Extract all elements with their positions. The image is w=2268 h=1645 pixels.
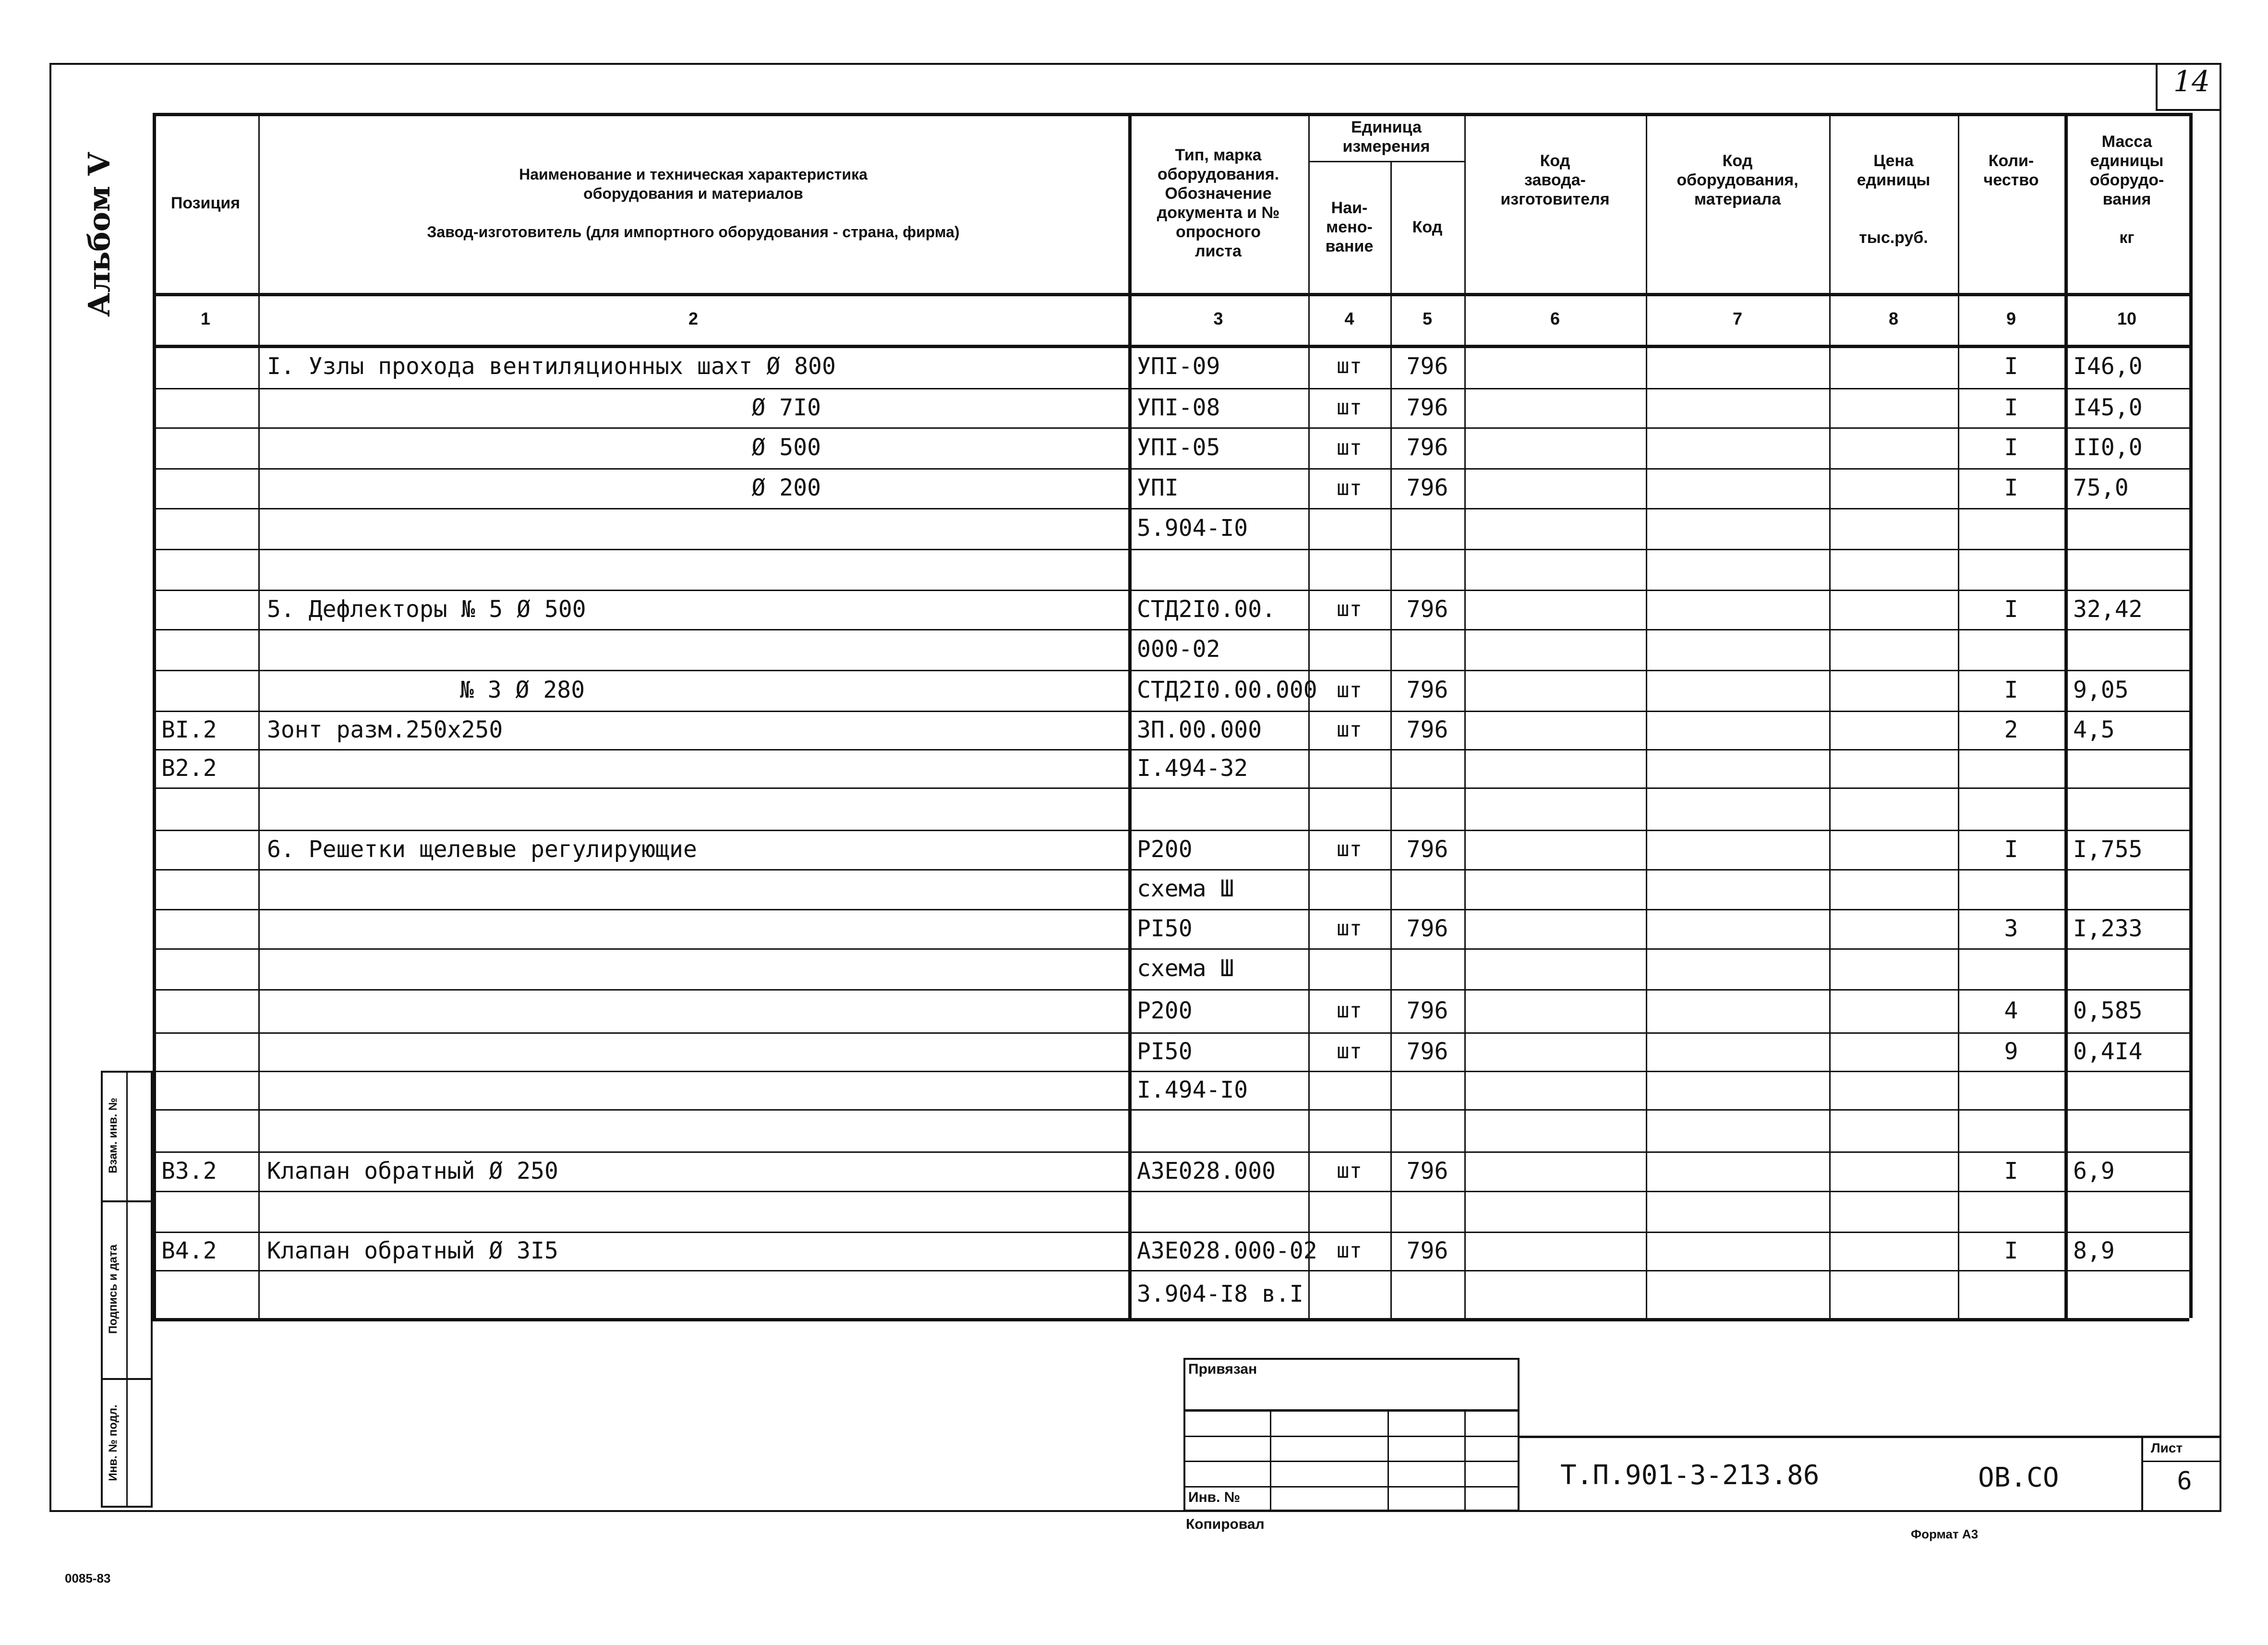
cell-unit [1308,1270,1390,1318]
header-name: Наименование и техническая характеристика оборудования и материалов Завод-изготовитель (для импортного оборудования - страна, фирма) [427,165,960,241]
header-equipment-code: Код оборудования, материала [1677,152,1798,208]
cell-type: I.494-I0 [1137,1077,1248,1103]
column-number: 8 [1888,309,1899,328]
column-number: 1 [200,309,211,328]
cell-pos [153,427,258,468]
cell-code: 796 [1406,394,1448,421]
cell-pos [153,869,258,909]
column-number: 9 [2006,309,2016,328]
cell-name [258,1032,1128,1071]
page-number: 14 [2173,65,2210,98]
cell-mass: 9,05 [2073,677,2129,703]
cell-code: 796 [1406,997,1448,1024]
cell-name: Зонт разм.250х250 [267,716,503,743]
cell-unit: шт [1337,1039,1362,1064]
cell-type [1128,787,1308,830]
cell-type: СТД2I0.00.000 [1137,677,1317,703]
cell-unit [1308,787,1390,830]
cell-qty [1958,1071,2064,1109]
side-stamp-divider [126,1071,128,1508]
column-number: 7 [1732,309,1743,328]
cell-code: 796 [1406,677,1448,703]
cell-code [1390,549,1464,590]
cell-name: 6. Решетки щелевые регулирующие [267,836,697,863]
cell-qty: I [2004,353,2018,380]
cell-name [258,1191,1128,1232]
cell-pos: B3.2 [161,1158,217,1185]
header-position: Позиция [170,194,241,212]
cell-type [1128,1109,1308,1151]
cell-pos [153,1109,258,1151]
header-unit-price: Цена единицы тыс.руб. [1857,152,1930,247]
cell-unit [1308,948,1390,989]
cell-type: УПI-09 [1137,353,1220,380]
column-number: 5 [1422,309,1433,328]
cell-type [1128,1191,1308,1232]
cell-mass [2064,787,2189,830]
cell-type: I.494-32 [1137,755,1248,782]
cell-name [258,1071,1128,1109]
cell-type: P200 [1137,836,1193,863]
cell-code: 796 [1406,836,1448,863]
cell-qty: I [2004,596,2018,623]
cell-mass [2064,1191,2189,1232]
cell-pos [153,590,258,629]
document-code: Т.П.901-3-213.86 [1560,1460,1820,1491]
stamp-line [1464,1409,1466,1512]
cell-code [1390,1109,1464,1151]
stamp-line [1270,1409,1271,1512]
cell-unit [1308,1071,1390,1109]
cell-unit [1308,749,1390,787]
cell-qty [1958,549,2064,590]
cell-qty [1958,1109,2064,1151]
cell-unit: шт [1337,476,1362,500]
cell-qty: 4 [2004,997,2018,1024]
cell-type [1128,549,1308,590]
cell-unit: шт [1337,998,1362,1023]
cell-mass [2064,948,2189,989]
cell-mass [2064,1071,2189,1109]
cell-name [258,787,1128,830]
cell-pos [153,787,258,830]
cell-qty: I [2004,677,2018,703]
original-inventory-label: Инв. № подл. [107,1404,120,1481]
cell-pos [153,948,258,989]
cell-name: Ø 500 [751,434,821,461]
cell-pos [153,909,258,948]
column-number: 10 [2117,309,2137,328]
column-number: 4 [1344,309,1354,328]
cell-pos [153,1270,258,1318]
cell-unit: шт [1337,837,1362,861]
cell-mass [2064,629,2189,670]
stamp-line [1183,1461,1520,1462]
cell-mass: 0,585 [2073,997,2143,1024]
cell-pos [153,1191,258,1232]
cell-code [1390,1191,1464,1232]
cell-type: УПI [1137,474,1179,501]
cell-unit [1308,549,1390,590]
cell-pos [153,989,258,1032]
cell-unit: шт [1337,435,1362,460]
cell-unit: шт [1337,395,1362,420]
cell-mass: 32,42 [2073,596,2143,623]
cell-type: 5.904-I0 [1137,515,1248,542]
cell-pos [153,830,258,869]
cell-pos [153,508,258,549]
cell-code [1390,629,1464,670]
title-block-top [1520,1436,2221,1438]
cell-qty [1958,1270,2064,1318]
cell-code: 796 [1406,1038,1448,1065]
cell-name [258,508,1128,549]
cell-code [1390,787,1464,830]
cell-qty: I [2004,434,2018,461]
cell-type: A3E028.000 [1137,1158,1276,1185]
cell-unit: шт [1337,916,1362,941]
cell-code [1390,749,1464,787]
cell-mass: I,233 [2073,915,2143,942]
cell-unit: шт [1337,1238,1362,1263]
cell-pos [153,549,258,590]
cell-name: № 3 Ø 280 [460,677,585,703]
table-right-border [2189,113,2193,1318]
cell-mass: 75,0 [2073,474,2129,501]
binding-label: Привязан [1188,1361,1257,1377]
cell-mass: II0,0 [2073,434,2143,461]
cell-name [258,549,1128,590]
cell-code [1390,869,1464,909]
cell-pos [153,1032,258,1071]
cell-qty: 2 [2004,716,2018,743]
sheet-box-divider [2141,1436,2143,1512]
cell-mass [2064,549,2189,590]
cell-mass: 6,9 [2073,1158,2115,1185]
cell-mass: I46,0 [2073,353,2143,380]
cell-name [258,749,1128,787]
replaced-inventory-label: Взам. инв. № [107,1098,120,1173]
cell-code: 796 [1406,474,1448,501]
cell-name [258,948,1128,989]
cell-code: 796 [1406,915,1448,942]
cell-type: схема Ш [1137,875,1234,902]
cell-name [258,869,1128,909]
header-plant-code: Код завода- изготовителя [1500,152,1610,208]
cell-unit: шт [1337,354,1362,378]
stamp-line [1183,1409,1520,1412]
cell-mass: 0,4I4 [2073,1038,2143,1065]
cell-mass [2064,749,2189,787]
cell-mass [2064,508,2189,549]
cell-type: P200 [1137,997,1193,1024]
cell-type: УПI-05 [1137,434,1220,461]
cell-name [258,629,1128,670]
cell-qty [1958,1191,2064,1232]
cell-name: Клапан обратный Ø 3I5 [267,1237,558,1264]
document-mark: ОВ.СО [1978,1462,2059,1493]
cell-qty: 3 [2004,915,2018,942]
binding-box [1183,1358,1520,1512]
cell-name [258,1109,1128,1151]
sheet-box-divider [2141,1461,2221,1462]
bottom-left-code: 0085-83 [65,1571,111,1585]
header-type: Тип, марка оборудования. Обозначение документа и № опросного листа [1157,145,1280,260]
cell-type: 000-02 [1137,636,1220,663]
cell-pos [153,670,258,711]
cell-type: СТД2I0.00. [1137,596,1276,623]
cell-name: I. Узлы прохода вентиляционных шахт Ø 800 [267,353,836,380]
cell-pos: BI.2 [161,716,217,743]
cell-unit [1308,629,1390,670]
cell-name [258,989,1128,1032]
cell-pos: B4.2 [161,1237,217,1264]
stamp-line [1387,1409,1389,1512]
cell-type: 3П.00.000 [1137,716,1262,743]
cell-unit [1308,1109,1390,1151]
cell-type: схема Ш [1137,955,1234,982]
cell-qty [1958,749,2064,787]
cell-pos: B2.2 [161,755,217,782]
cell-code [1390,508,1464,549]
cell-unit [1308,1191,1390,1232]
cell-qty [1958,948,2064,989]
format-label: Формат А3 [1911,1527,1978,1541]
cell-name: Ø 200 [751,474,821,501]
cell-code [1390,1270,1464,1318]
cell-qty: I [2004,474,2018,501]
column-number: 2 [688,309,699,328]
cell-pos [153,1071,258,1109]
copied-by-label: Копировал [1186,1516,1265,1532]
cell-code: 796 [1406,596,1448,623]
cell-name: Клапан обратный Ø 250 [267,1158,558,1185]
cell-mass [2064,869,2189,909]
cell-name [258,909,1128,948]
cell-mass [2064,1270,2189,1318]
stamp-line [1183,1436,1520,1437]
inventory-number-label: Инв. № [1188,1489,1241,1505]
header-unit-name: Наи- мено- вание [1325,198,1374,255]
cell-name [258,1270,1128,1318]
stamp-line [1183,1486,1520,1488]
cell-mass [2064,1109,2189,1151]
cell-code: 796 [1406,716,1448,743]
cell-code: 796 [1406,353,1448,380]
cell-mass: I45,0 [2073,394,2143,421]
cell-mass: I,755 [2073,836,2143,863]
cell-code: 796 [1406,1237,1448,1264]
cell-qty: I [2004,1158,2018,1185]
cell-qty: I [2004,836,2018,863]
header-unit-group: Единица измерения [1342,118,1430,156]
cell-code: 796 [1406,434,1448,461]
cell-qty: I [2004,394,2018,421]
album-label: Альбом V [82,152,117,317]
cell-type: 3.904-I8 в.I [1137,1281,1303,1307]
column-number: 6 [1550,309,1560,328]
signature-date-label: Подпись и дата [107,1245,120,1334]
cell-qty: I [2004,1237,2018,1264]
cell-unit: шт [1337,597,1362,621]
cell-name: 5. Дефлекторы № 5 Ø 500 [267,596,586,623]
cell-unit [1308,508,1390,549]
sheet-label: Лист [2151,1440,2183,1455]
cell-mass: 8,9 [2073,1237,2115,1264]
sheet-number: 6 [2177,1467,2192,1496]
cell-qty [1958,508,2064,549]
cell-unit: шт [1337,1159,1362,1183]
cell-code [1390,1071,1464,1109]
column-number: 3 [1213,309,1223,328]
cell-unit [1308,869,1390,909]
cell-name: Ø 7I0 [751,394,821,421]
cell-pos [153,629,258,670]
cell-type: УПI-08 [1137,394,1220,421]
cell-mass: 4,5 [2073,716,2115,743]
cell-unit: шт [1337,678,1362,702]
cell-code [1390,948,1464,989]
cell-qty [1958,629,2064,670]
cell-type: A3E028.000-02 [1137,1237,1317,1264]
header-mass: Масса единицы оборудо- вания кг [2089,133,2164,247]
cell-unit: шт [1337,717,1362,742]
cell-qty [1958,869,2064,909]
header-quantity: Коли- чество [1983,152,2039,189]
cell-pos [153,345,258,388]
header-unit-code: Код [1412,218,1443,236]
cell-type: PI50 [1137,1038,1193,1065]
cell-type: PI50 [1137,915,1193,942]
cell-pos [153,468,258,508]
cell-code: 796 [1406,1158,1448,1185]
cell-qty [1958,787,2064,830]
table-bottom-border [153,1318,2189,1321]
cell-qty: 9 [2004,1038,2018,1065]
cell-pos [153,388,258,427]
